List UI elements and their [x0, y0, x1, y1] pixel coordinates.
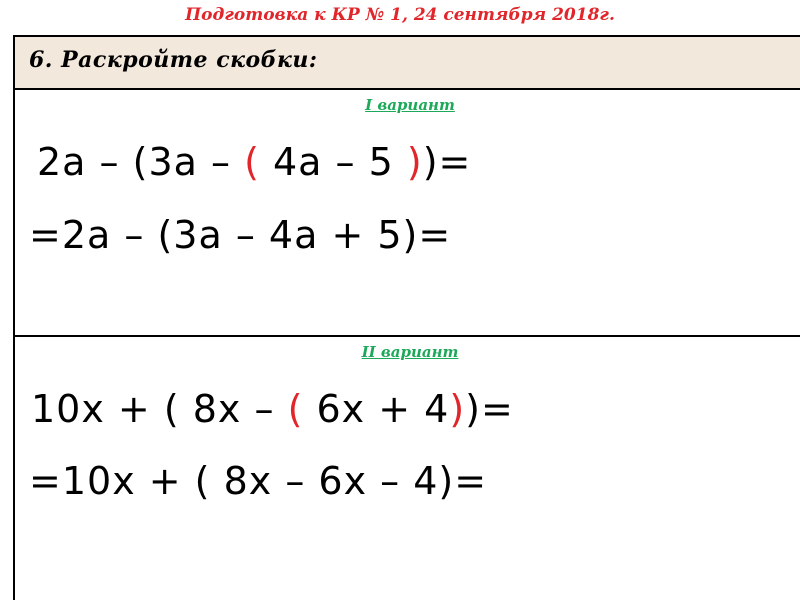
- variant-1-label: I вариант: [365, 96, 455, 114]
- variant-2-row: [15, 337, 800, 600]
- page-title: Подготовка к КР № 1, 24 сентября 2018г.: [185, 5, 615, 25]
- red-open-paren: (: [244, 140, 260, 184]
- expr-part: 6x + 4: [303, 387, 450, 431]
- variant-1-expression-line-1: [37, 140, 471, 184]
- red-close-paren: ): [406, 140, 423, 184]
- variant-2-label: II вариант: [361, 343, 459, 361]
- expr-part: )=: [422, 140, 472, 184]
- variant-2-expression-line-1: [31, 387, 514, 431]
- variant-1-expression-line-2: =2а – (3а – 4а + 5)=: [29, 213, 452, 257]
- task-title: 6. Раскройте скобки:: [29, 47, 318, 73]
- expr-part: 4а – 5: [259, 140, 407, 184]
- expr-part: 2а – (3а –: [37, 140, 245, 184]
- task-table: [13, 35, 800, 600]
- expr-part: )=: [465, 387, 514, 431]
- task-header-row: [15, 37, 800, 90]
- red-close-paren: ): [449, 387, 466, 431]
- variant-2-expression-line-2: =10x + ( 8x – 6x – 4)=: [29, 459, 488, 503]
- variant-1-row: [15, 90, 800, 337]
- red-open-paren: (: [287, 387, 304, 431]
- expr-part: 10x + ( 8x –: [31, 387, 288, 431]
